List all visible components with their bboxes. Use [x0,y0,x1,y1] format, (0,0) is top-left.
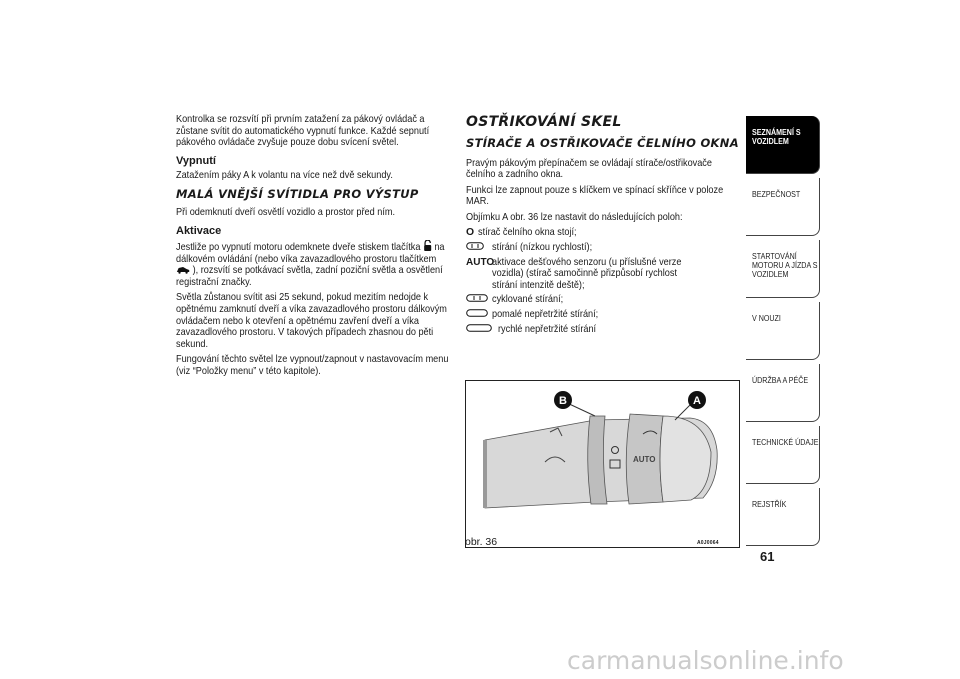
list-item [466,309,740,321]
label-a: A [693,395,701,407]
page-number: 61 [760,549,775,564]
tab-udrzba[interactable] [746,364,820,422]
watermark: carmanualsonline.info [567,646,844,675]
right-column [466,114,740,338]
washers-heading: OSTŘIKOVÁNÍ SKEL [466,114,622,130]
section-text: Při odemknutí dveří osvětlí vozidlo a prostor před ním. [176,207,396,219]
vypnuti-text: Zatažením páky A k volantu na více než dvě sekundy. [176,169,393,181]
fast-continuous-wipe-icon [466,324,498,332]
list-item [466,257,740,292]
wipers-paragraph-3: Objímku A obr. 36 lze nastavit do následujících poloh: [466,211,683,223]
figure-caption: obr. 36 [465,536,498,548]
list-item-text: pomalé nepřetržité stírání; [492,309,599,321]
list-item-text: aktivace dešťového senzoru (u příslušné verze vozidla) (stírač samočinně přizpůsobí rychlost stírání intenzitě deště); [492,256,682,291]
section-heading-lights: MALÁ VNĚJŠÍ SVÍTIDLA PRO VÝSTUP [176,187,419,202]
car-trunk-icon [176,265,190,274]
list-item [466,324,740,336]
aktivace-text-b: na dálkovém ovládání (nebo víka zavazadlového prostoru tlačítkem [176,241,445,265]
tab-v-nouzi[interactable] [746,302,820,360]
tab-rejstrik[interactable] [746,488,820,546]
tab-label: V NOUZI [752,313,781,323]
wiper-stalk-figure [465,380,740,548]
aktivace-heading: Aktivace [176,224,222,237]
off-position-icon: O [466,227,475,239]
vypnuti-heading: Vypnutí [176,154,216,167]
wiper-stalk-illustration [465,380,740,548]
figure-code: A0J0064 [697,540,719,546]
label-b: B [559,395,567,407]
wipers-paragraph-1: Pravým pákovým přepínačem se ovládají stírače/ostřikovače čelního a zadního okna. [466,157,712,181]
aktivace-paragraph-3: Fungování těchto světel lze vypnout/zapnout v nastavovacím menu (viz “Položky menu” v této kapitole). [176,354,449,377]
tab-label: STARTOVÁNÍ MOTORU A JÍZDA S VOZIDLEM [752,251,818,280]
wipers-subheading: STÍRAČE A OSTŘIKOVAČE ČELNÍHO OKNA [466,136,739,150]
tab-startovani[interactable] [746,240,820,298]
tab-technicke-udaje[interactable] [746,426,820,484]
wipers-paragraph-2: Funkci lze zapnout pouze s klíčkem ve spínací skříňce v poloze MAR. [466,184,724,208]
tab-seznameni[interactable] [746,116,820,174]
left-column [176,114,448,382]
tab-label: BEZPEČNOST [752,189,801,199]
list-item-text: rychlé nepřetržité stírání [498,323,597,335]
aktivace-paragraph-1 [176,240,449,288]
tab-label: ÚDRŽBA A PÉČE [752,375,809,385]
aktivace-text-c: ), rozsvítí se potkávací světla, zadní poziční světla a osvětlení registrační značky. [176,265,443,288]
aktivace-text-a: Jestliže po vypnutí motoru odemknete dveře stiskem tlačítka [176,241,421,253]
tab-label: SEZNÁMENÍ S VOZIDLEM [752,127,801,147]
label-auto: AUTO [633,455,656,464]
tab-label: TECHNICKÉ ÚDAJE [752,437,819,447]
list-item [466,242,740,254]
tab-label: REJSTŘÍK [752,499,787,509]
cycle-wipe-icon [466,294,492,302]
intermittent-wipe-icon [466,242,492,250]
chapter-sidebar [746,116,820,548]
intro-paragraph: Kontrolka se rozsvítí při prvním zatažení za pákový ovládač a zůstane svítit do automatického vypnutí funkce. Každé sepnutí pákového ovládače zvyšuje pouze dobu svícení světel. [176,114,430,149]
slow-continuous-wipe-icon [466,309,492,317]
list-item [466,294,740,306]
aktivace-paragraph-2: Světla zůstanou svítit asi 25 sekund, pokud mezitím nedojde k opětnému zamknutí dveří a víka zavazadlového prostoru dálkovým ovládačem nebo k otevření a opětnému zavření dveří a víka zavazadlového prostoru. V takových případech zhasnou do pěti sekund. [176,292,447,350]
auto-rain-sensor-icon: AUTO [466,256,495,268]
list-item-text: stírání (nízkou rychlostí); [492,242,593,254]
tab-bezpecnost[interactable] [746,178,820,236]
list-item-text: cyklované stírání; [492,294,564,306]
list-item-text: stírač čelního okna stojí; [478,227,577,239]
list-item [466,227,740,239]
unlock-icon [423,240,432,251]
